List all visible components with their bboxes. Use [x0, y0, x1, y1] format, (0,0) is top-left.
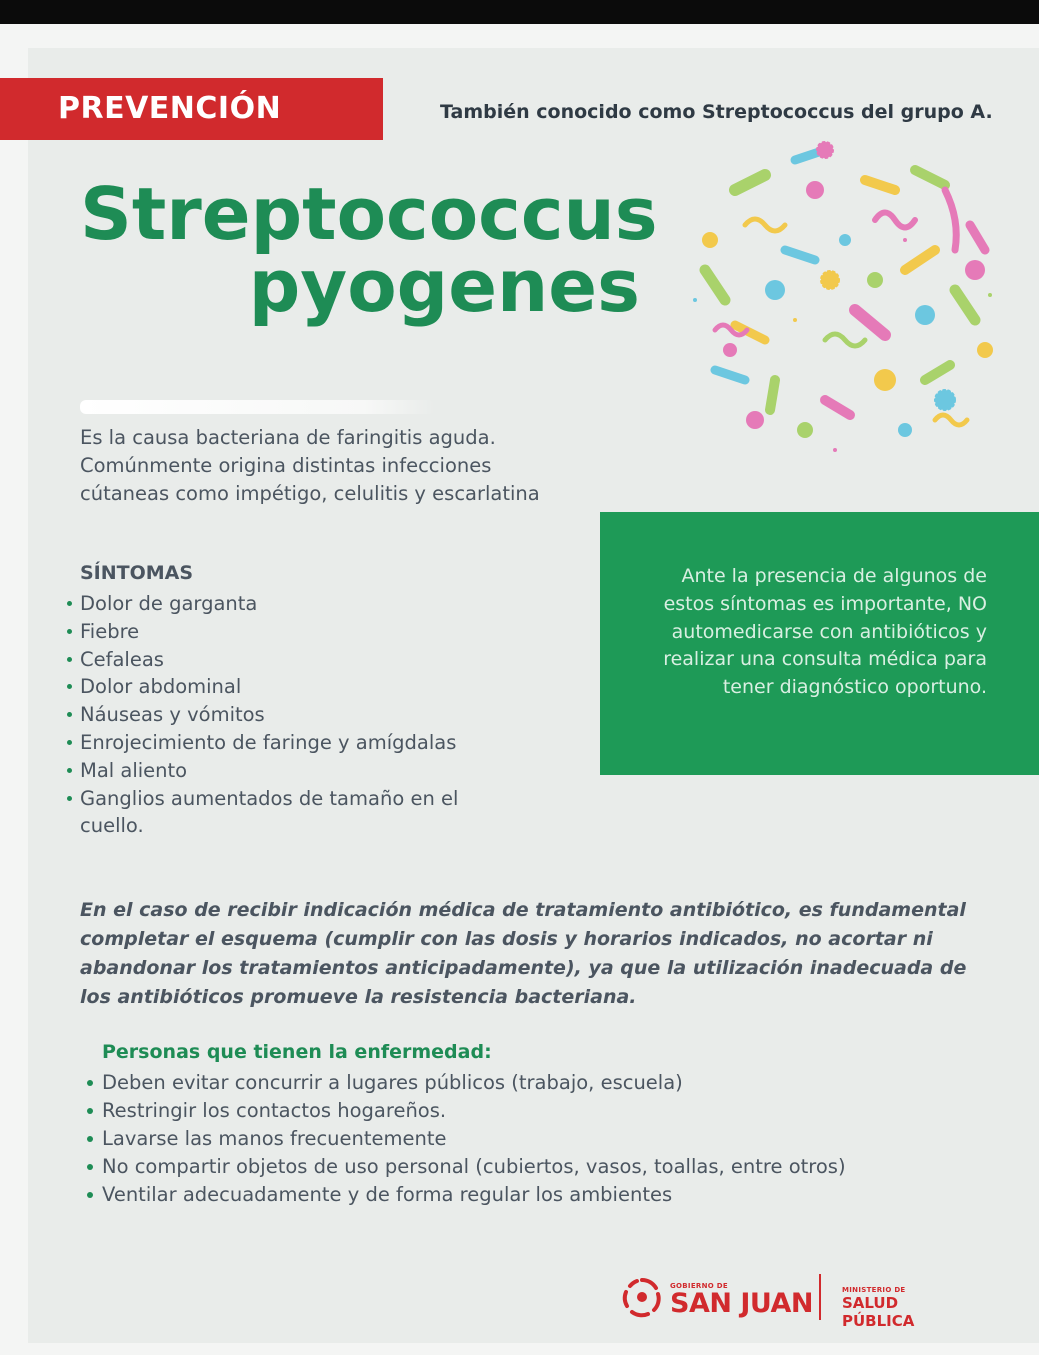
- sintoma-item: Ganglios aumentados de tamaño en el cuello.: [64, 785, 500, 841]
- intro-paragraph: Es la causa bacteriana de faringitis aguda. Comúnmente origina distintas infecciones cútaneas como impétigo, celulitis y escarlatina: [80, 426, 540, 505]
- sintomas-heading: SÍNTOMAS: [80, 562, 194, 584]
- bullet-dot: [67, 684, 72, 689]
- intro-decoration-line: [80, 400, 435, 414]
- personas-list: [84, 1069, 984, 1209]
- bullet-dot: [87, 1192, 93, 1198]
- persona-item: Restringir los contactos hogareños.: [84, 1097, 984, 1125]
- bacteria-illustration: [675, 130, 1010, 460]
- bullet-dot: [67, 601, 72, 606]
- persona-item: No compartir objetos de uso personal (cubiertos, vasos, toallas, entre otros): [84, 1153, 984, 1181]
- bullet-dot: [67, 740, 72, 745]
- bullet-dot: [67, 768, 72, 773]
- bullet-dot: [67, 657, 72, 662]
- persona-item: Lavarse las manos frecuentemente: [84, 1125, 984, 1153]
- sintomas-list: [64, 590, 534, 840]
- callout-box: [600, 512, 1039, 775]
- ministerio-small-label: MINISTERIO DE: [842, 1286, 906, 1294]
- gobierno-small-label: GOBIERNO DE: [670, 1282, 728, 1290]
- sintoma-item: Fiebre: [64, 618, 534, 646]
- bullet-dot: [87, 1080, 93, 1086]
- sintoma-item: Dolor de garganta: [64, 590, 534, 618]
- gobierno-big-label: SAN JUAN: [670, 1288, 813, 1319]
- page-title: [80, 172, 658, 328]
- logo-separator: [819, 1274, 821, 1320]
- also-known-as-text: También conocido como Streptococcus del grupo A.: [440, 101, 993, 123]
- bullet-dot: [87, 1108, 93, 1114]
- ministerio-big-label: SALUD PÚBLICA: [842, 1294, 915, 1330]
- bacteria-cluster: [675, 135, 995, 455]
- title-line-1: Streptococcus: [80, 172, 658, 256]
- treatment-note: En el caso de recibir indicación médica de tratamiento antibiótico, es fundamental completar el esquema (cumplir con las dosis y horarios indicados, no acortar ni abandonar los tratamientos anticipadamente), ya que la utilización inadecuada de los antibióticos promueve la resistencia bacteriana.: [80, 899, 967, 1008]
- bullet-dot: [87, 1136, 93, 1142]
- personas-heading: Personas que tienen la enfermedad:: [102, 1041, 492, 1063]
- sintoma-item: Mal aliento: [64, 757, 534, 785]
- top-black-bar: [0, 0, 1039, 24]
- bullet-dot: [67, 629, 72, 634]
- footer-logos: [620, 1268, 970, 1328]
- callout-text: Ante la presencia de algunos de estos síntomas es importante, NO automedicarse con antibióticos y realizar una consulta médica para tener diagnóstico oportuno.: [663, 565, 987, 699]
- bullet-dot: [67, 712, 72, 717]
- sintoma-item: Náuseas y vómitos: [64, 701, 534, 729]
- sintoma-item: Enrojecimiento de faringe y amígdalas: [64, 729, 534, 757]
- persona-item: Ventilar adecuadamente y de forma regular los ambientes: [84, 1181, 984, 1209]
- bullet-dot: [87, 1164, 93, 1170]
- salud-publica-logo: [842, 1286, 970, 1330]
- sintoma-item: Cefaleas: [64, 646, 534, 674]
- san-juan-sun-icon: [620, 1274, 664, 1320]
- title-line-2: pyogenes: [248, 244, 640, 328]
- gobierno-san-juan-logo: [670, 1282, 813, 1317]
- persona-item: Deben evitar concurrir a lugares públicos (trabajo, escuela): [84, 1069, 984, 1097]
- sintoma-item: Dolor abdominal: [64, 673, 534, 701]
- prevencion-tag: PREVENCIÓN: [0, 78, 383, 140]
- bullet-dot: [67, 796, 72, 801]
